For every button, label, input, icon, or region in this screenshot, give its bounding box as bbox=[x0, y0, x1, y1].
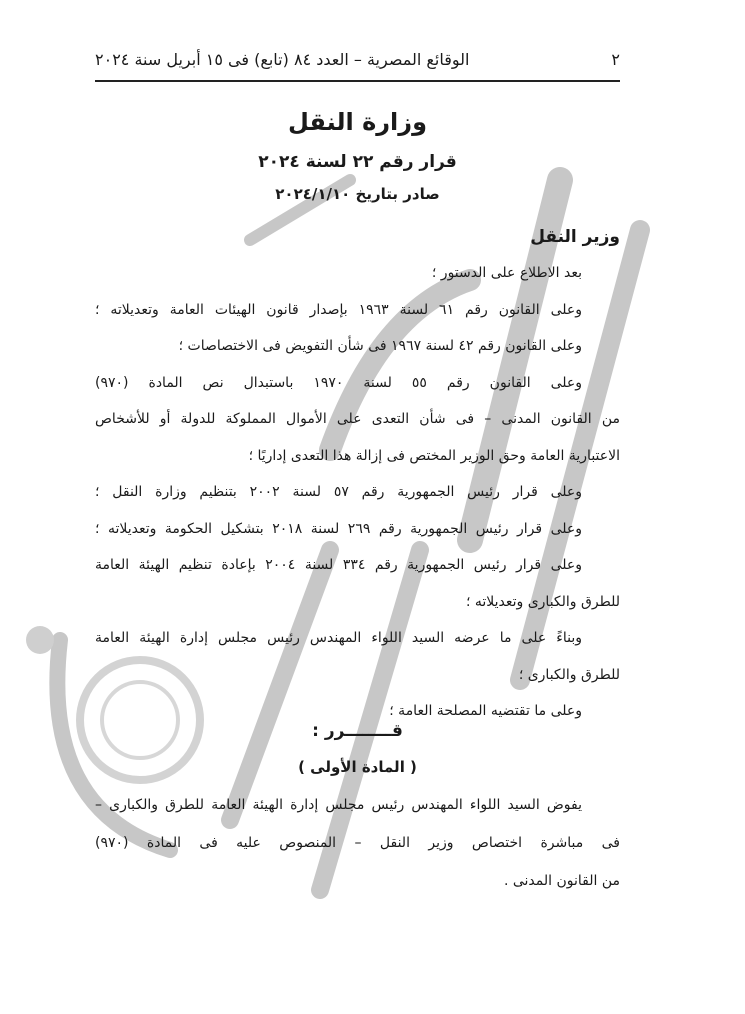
page-header bbox=[95, 46, 620, 72]
preamble-line: وعلى ما تقتضيه المصلحة العامة ؛ bbox=[389, 703, 582, 719]
article-line: فى مباشرة اختصاص وزير النقل – المنصوص عليه فى المادة (٩٧٠) bbox=[95, 835, 620, 851]
page-number: ٢ bbox=[611, 49, 620, 69]
ministry-title: وزارة النقل bbox=[287, 108, 428, 136]
preamble-line: بعد الاطلاع على الدستور ؛ bbox=[431, 265, 582, 281]
preamble-line: وبناءً على ما عرضه السيد اللواء المهندس رئيس مجلس إدارة الهيئة العامة bbox=[95, 630, 582, 646]
decree-title-block bbox=[95, 102, 620, 208]
decree-number: قرار رقم ٢٢ لسنة ٢٠٢٤ bbox=[258, 152, 457, 172]
gazette-issue-line: الوقائع المصرية – العدد ٨٤ (تابع) فى ١٥ أبريل سنة ٢٠٢٤ bbox=[95, 49, 470, 69]
article-line: يفوض السيد اللواء المهندس رئيس مجلس إدارة الهيئة العامة للطرق والكبارى – bbox=[95, 797, 582, 813]
preamble bbox=[95, 255, 620, 730]
preamble-line: للطرق والكبارى وتعديلاته ؛ bbox=[465, 593, 620, 610]
preamble-line: الاعتبارية العامة وحق الوزير المختص فى إزالة هذا التعدى إداريًا ؛ bbox=[248, 447, 620, 464]
article-one-title: ( المادة الأولى ) bbox=[298, 758, 417, 776]
preamble-line: وعلى قرار رئيس الجمهورية رقم ٣٣٤ لسنة ٢٠٠٤ بإعادة تنظيم الهيئة العامة bbox=[95, 557, 583, 573]
minister-heading: وزير النقل bbox=[530, 227, 620, 247]
preamble-line: وعلى قرار رئيس الجمهورية رقم ٢٦٩ لسنة ٢٠١٨ بتشكيل الحكومة وتعديلاته ؛ bbox=[95, 520, 583, 537]
preamble-line: وعلى القانون رقم ٦١ لسنة ١٩٦٣ بإصدار قانون الهيئات العامة وتعديلاته ؛ bbox=[95, 301, 583, 318]
preamble-line: وعلى القانون رقم ٥٥ لسنة ١٩٧٠ باستبدال نص المادة (٩٧٠) bbox=[95, 374, 583, 391]
article-line: من القانون المدنى . bbox=[503, 873, 620, 889]
preamble-line: وعلى قرار رئيس الجمهورية رقم ٥٧ لسنة ٢٠٠٢ بتنظيم وزارة النقل ؛ bbox=[95, 484, 583, 500]
preamble-line: من القانون المدنى – فى شأن التعدى على الأموال المملوكة للدولة أو للأشخاص bbox=[95, 411, 620, 427]
issue-date: صادر بتاريخ ٢٠٢٤/١/١٠ bbox=[275, 185, 440, 203]
preamble-line: للطرق والكبارى ؛ bbox=[518, 666, 620, 683]
decides-heading: قــــــــرر : bbox=[312, 721, 403, 741]
header-divider bbox=[95, 80, 620, 82]
article-one-body bbox=[95, 786, 620, 900]
gazette-page bbox=[95, 0, 620, 1014]
preamble-line: وعلى القانون رقم ٤٢ لسنة ١٩٦٧ فى شأن التفويض فى الاختصاصات ؛ bbox=[178, 338, 582, 354]
